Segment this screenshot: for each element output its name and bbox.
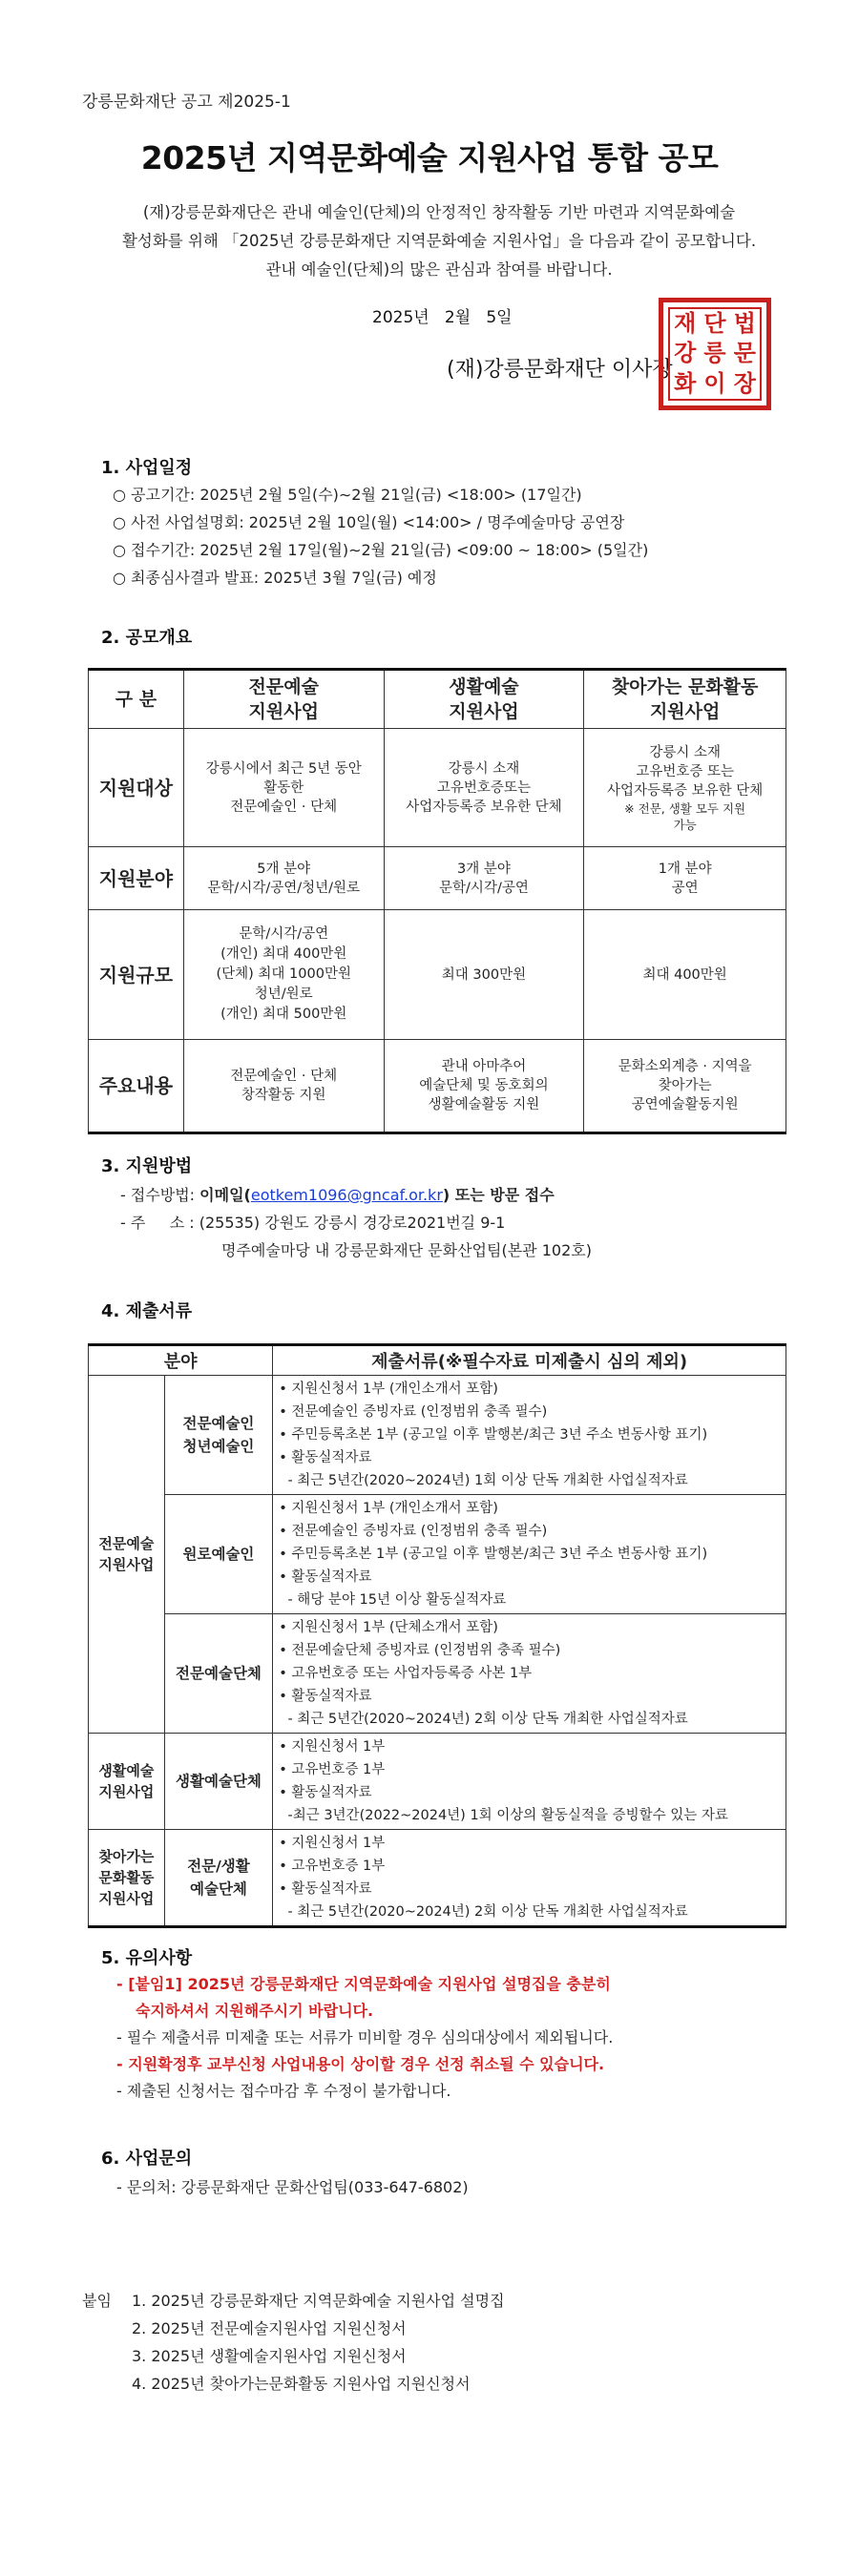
overview-table (88, 668, 786, 1134)
documents-table (88, 1343, 786, 1928)
subcategory-cell: 생활예술단체 (164, 1734, 273, 1830)
schedule-item: ○ 사전 사업설명회: 2025년 2월 10일(월) <14:00> / 명주예술마당 공연장 (113, 513, 625, 531)
documents-cell (273, 1734, 786, 1830)
intro-line: 관내 예술인(단체)의 많은 관심과 참여를 바랍니다. (265, 260, 613, 279)
note-item: - 필수 제출서류 미제출 또는 서류가 미비할 경우 심의대상에서 제외됩니다. (116, 2028, 614, 2046)
document-item: - 최근 5년간(2020~2024년) 2회 이상 단독 개최한 사업실적자료 (279, 1712, 688, 1727)
table-cell: 5개 분야 문학/시각/공연/청년/원로 (183, 847, 384, 910)
document-item: - 최근 5년간(2020~2024년) 1회 이상 단독 개최한 사업실적자료 (279, 1473, 688, 1488)
document-item: • 전문예술단체 증빙자료 (인정범위 충족 필수) (279, 1643, 561, 1658)
cell-note: ※ 전문, 생활 모두 지원 가능 (624, 800, 746, 832)
table-header: 제출서류(※필수자료 미제출시 심의 제외) (273, 1345, 786, 1376)
document-number: 강릉문화재단 공고 제2025-1 (82, 93, 291, 112)
document-item: -최근 3년간(2022~2024년) 1회 이상의 활동실적을 증빙할수 있는 자료 (279, 1808, 728, 1823)
attachments-label: 붙임 (82, 2292, 112, 2310)
documents-cell (273, 1376, 786, 1495)
section-3-title: 3. 지원방법 (101, 1156, 193, 1176)
document-item: • 지원신청서 1부 (279, 1739, 386, 1755)
section-1-title: 1. 사업일정 (101, 458, 193, 478)
document-item: • 전문예술인 증빙자료 (인정범위 충족 필수) (279, 1404, 548, 1420)
document-item: • 활동실적자료 (279, 1450, 372, 1465)
attachment-item: 3. 2025년 생활예술지원사업 지원신청서 (132, 2347, 407, 2365)
document-item: - 최근 5년간(2020~2024년) 2회 이상 단독 개최한 사업실적자료 (279, 1904, 688, 1920)
document-item: • 전문예술인 증빙자료 (인정범위 충족 필수) (279, 1524, 548, 1539)
documents-cell (273, 1614, 786, 1734)
table-cell (584, 729, 786, 847)
schedule-item: ○ 공고기간: 2025년 2월 5일(수)∼2월 21일(금) <18:00> (17일간) (113, 486, 582, 504)
table-row (89, 1830, 786, 1927)
issuer-name: (재)강릉문화재단 이사장 (447, 358, 673, 382)
row-header: 지원분야 (89, 847, 184, 910)
table-row (89, 1734, 786, 1830)
subcategory-cell: 원로예술인 (164, 1495, 273, 1614)
subcategory-cell: 전문예술단체 (164, 1614, 273, 1734)
document-item: • 지원신청서 1부 (279, 1836, 386, 1851)
documents-cell (273, 1495, 786, 1614)
document-item: • 고유번호증 1부 (279, 1762, 386, 1777)
table-header: 구 분 (89, 670, 184, 729)
document-item: • 활동실적자료 (279, 1785, 372, 1800)
category-cell: 생활예술 지원사업 (89, 1734, 165, 1830)
document-item: • 주민등록초본 1부 (공고일 이후 발행본/최근 3년 주소 변동사항 표기) (279, 1427, 708, 1443)
attachment-item: 1. 2025년 강릉문화재단 지역문화예술 지원사업 설명집 (132, 2292, 505, 2310)
attachment-item: 4. 2025년 찾아가는문화활동 지원사업 지원신청서 (132, 2375, 471, 2393)
section-5-title: 5. 유의사항 (101, 1948, 193, 1968)
table-cell: 3개 분야 문학/시각/공연 (384, 847, 584, 910)
note-emphasis-cont: 숙지하셔서 지원해주시기 바랍니다. (136, 2002, 374, 2020)
table-cell: 전문예술인 · 단체 창작활동 지원 (183, 1040, 384, 1133)
row-header: 지원대상 (89, 729, 184, 847)
section-2-title: 2. 공모개요 (101, 628, 193, 648)
subcategory-cell: 전문/생활 예술단체 (164, 1830, 273, 1927)
document-item: • 고유번호증 또는 사업자등록증 사본 1부 (279, 1666, 533, 1681)
table-header: 분야 (89, 1345, 273, 1376)
table-header: 전문예술 지원사업 (183, 670, 384, 729)
note-emphasis: - 지원확정후 교부신청 사업내용이 상이할 경우 선정 취소될 수 있습니다. (116, 2055, 605, 2073)
table-cell: 1개 분야 공연 (584, 847, 786, 910)
seal-inner: 재 단 법 강 릉 문 화 이 장 (668, 307, 762, 401)
schedule-item: ○ 접수기간: 2025년 2월 17일(월)∼2월 21일(금) <09:00 ~ 18:00> (5일간) (113, 541, 649, 559)
announcement-date: 2025년 2월 5일 (372, 308, 513, 327)
document-item: • 활동실적자료 (279, 1881, 372, 1897)
table-cell: 문화소외계층 · 지역을 찾아가는 공연예술활동지원 (584, 1040, 786, 1133)
notes-list (116, 1971, 613, 2105)
table-cell: 강릉시에서 최근 5년 동안 활동한 전문예술인 · 단체 (183, 729, 384, 847)
official-seal-stamp (659, 298, 771, 410)
note-item: - 제출된 신청서는 접수마감 후 수정이 불가합니다. (116, 2082, 451, 2100)
table-cell: 최대 400만원 (584, 910, 786, 1040)
subcategory-cell: 전문예술인 청년예술인 (164, 1376, 273, 1495)
email-link[interactable]: eotkem1096@gncaf.or.kr (250, 1186, 443, 1204)
section-4-title: 4. 제출서류 (101, 1301, 193, 1321)
intro-paragraph (76, 198, 802, 284)
method-list (120, 1181, 592, 1264)
table-cell: 관내 아마추어 예술단체 및 동호회의 생활예술활동 지원 (384, 1040, 584, 1133)
table-header: 찾아가는 문화활동 지원사업 (584, 670, 786, 729)
table-cell: 강릉시 소재 고유번호증또는 사업자등록증 보유한 단체 (384, 729, 584, 847)
document-item: • 고유번호증 1부 (279, 1859, 386, 1874)
row-header: 지원규모 (89, 910, 184, 1040)
document-item: • 활동실적자료 (279, 1569, 372, 1585)
document-item: • 지원신청서 1부 (단체소개서 포함) (279, 1620, 498, 1635)
table-row (89, 1614, 786, 1734)
schedule-item: ○ 최종심사결과 발표: 2025년 3월 7일(금) 예정 (113, 569, 437, 587)
attachments-list (82, 2287, 505, 2398)
documents-cell (273, 1830, 786, 1927)
document-item: • 활동실적자료 (279, 1689, 372, 1704)
category-cell: 찾아가는 문화활동 지원사업 (89, 1830, 165, 1927)
page-title: 2025년 지역문화예술 지원사업 통합 공모 (140, 139, 719, 177)
table-header: 생활예술 지원사업 (384, 670, 584, 729)
table-cell: 최대 300만원 (384, 910, 584, 1040)
method-line: - 접수방법: 이메일(eotkem1096@gncaf.or.kr) 또는 방문 접수 (120, 1186, 555, 1204)
address-line-2: 명주예술마당 내 강릉문화재단 문화산업팀(본관 102호) (221, 1241, 592, 1259)
document-item: • 지원신청서 1부 (개인소개서 포함) (279, 1501, 498, 1516)
address-line: - 주 소 : (25535) 강원도 강릉시 경강로2021번길 9-1 (120, 1214, 506, 1232)
attachment-item: 2. 2025년 전문예술지원사업 지원신청서 (132, 2319, 407, 2337)
row-header: 주요내용 (89, 1040, 184, 1133)
intro-line: 활성화를 위해 「2025년 강릉문화재단 지역문화예술 지원사업」을 다음과 같이 공모합니다. (121, 232, 757, 250)
schedule-list (113, 481, 648, 592)
category-cell: 전문예술 지원사업 (89, 1376, 165, 1734)
intro-line: (재)강릉문화재단은 관내 예술인(단체)의 안정적인 창작활동 기반 마련과 지역문화예술 (142, 203, 736, 221)
table-row (89, 1495, 786, 1614)
note-emphasis: - [붙임1] 2025년 강릉문화재단 지역문화예술 지원사업 설명집을 충분히 (116, 1975, 611, 1993)
table-row (89, 1376, 786, 1495)
cell-text: 강릉시 소재 고유번호증 또는 사업자등록증 보유한 단체 (607, 744, 764, 799)
contact-line: - 문의처: 강릉문화재단 문화산업팀(033-647-6802) (116, 2178, 469, 2196)
table-cell: 문학/시각/공연 (개인) 최대 400만원 (단체) 최대 1000만원 청년/원로 (개인) 최대 500만원 (183, 910, 384, 1040)
section-6-title: 6. 사업문의 (101, 2149, 193, 2169)
document-item: • 주민등록초본 1부 (공고일 이후 발행본/최근 3년 주소 변동사항 표기) (279, 1547, 708, 1562)
document-item: - 해당 분야 15년 이상 활동실적자료 (279, 1592, 507, 1608)
document-item: • 지원신청서 1부 (개인소개서 포함) (279, 1381, 498, 1397)
